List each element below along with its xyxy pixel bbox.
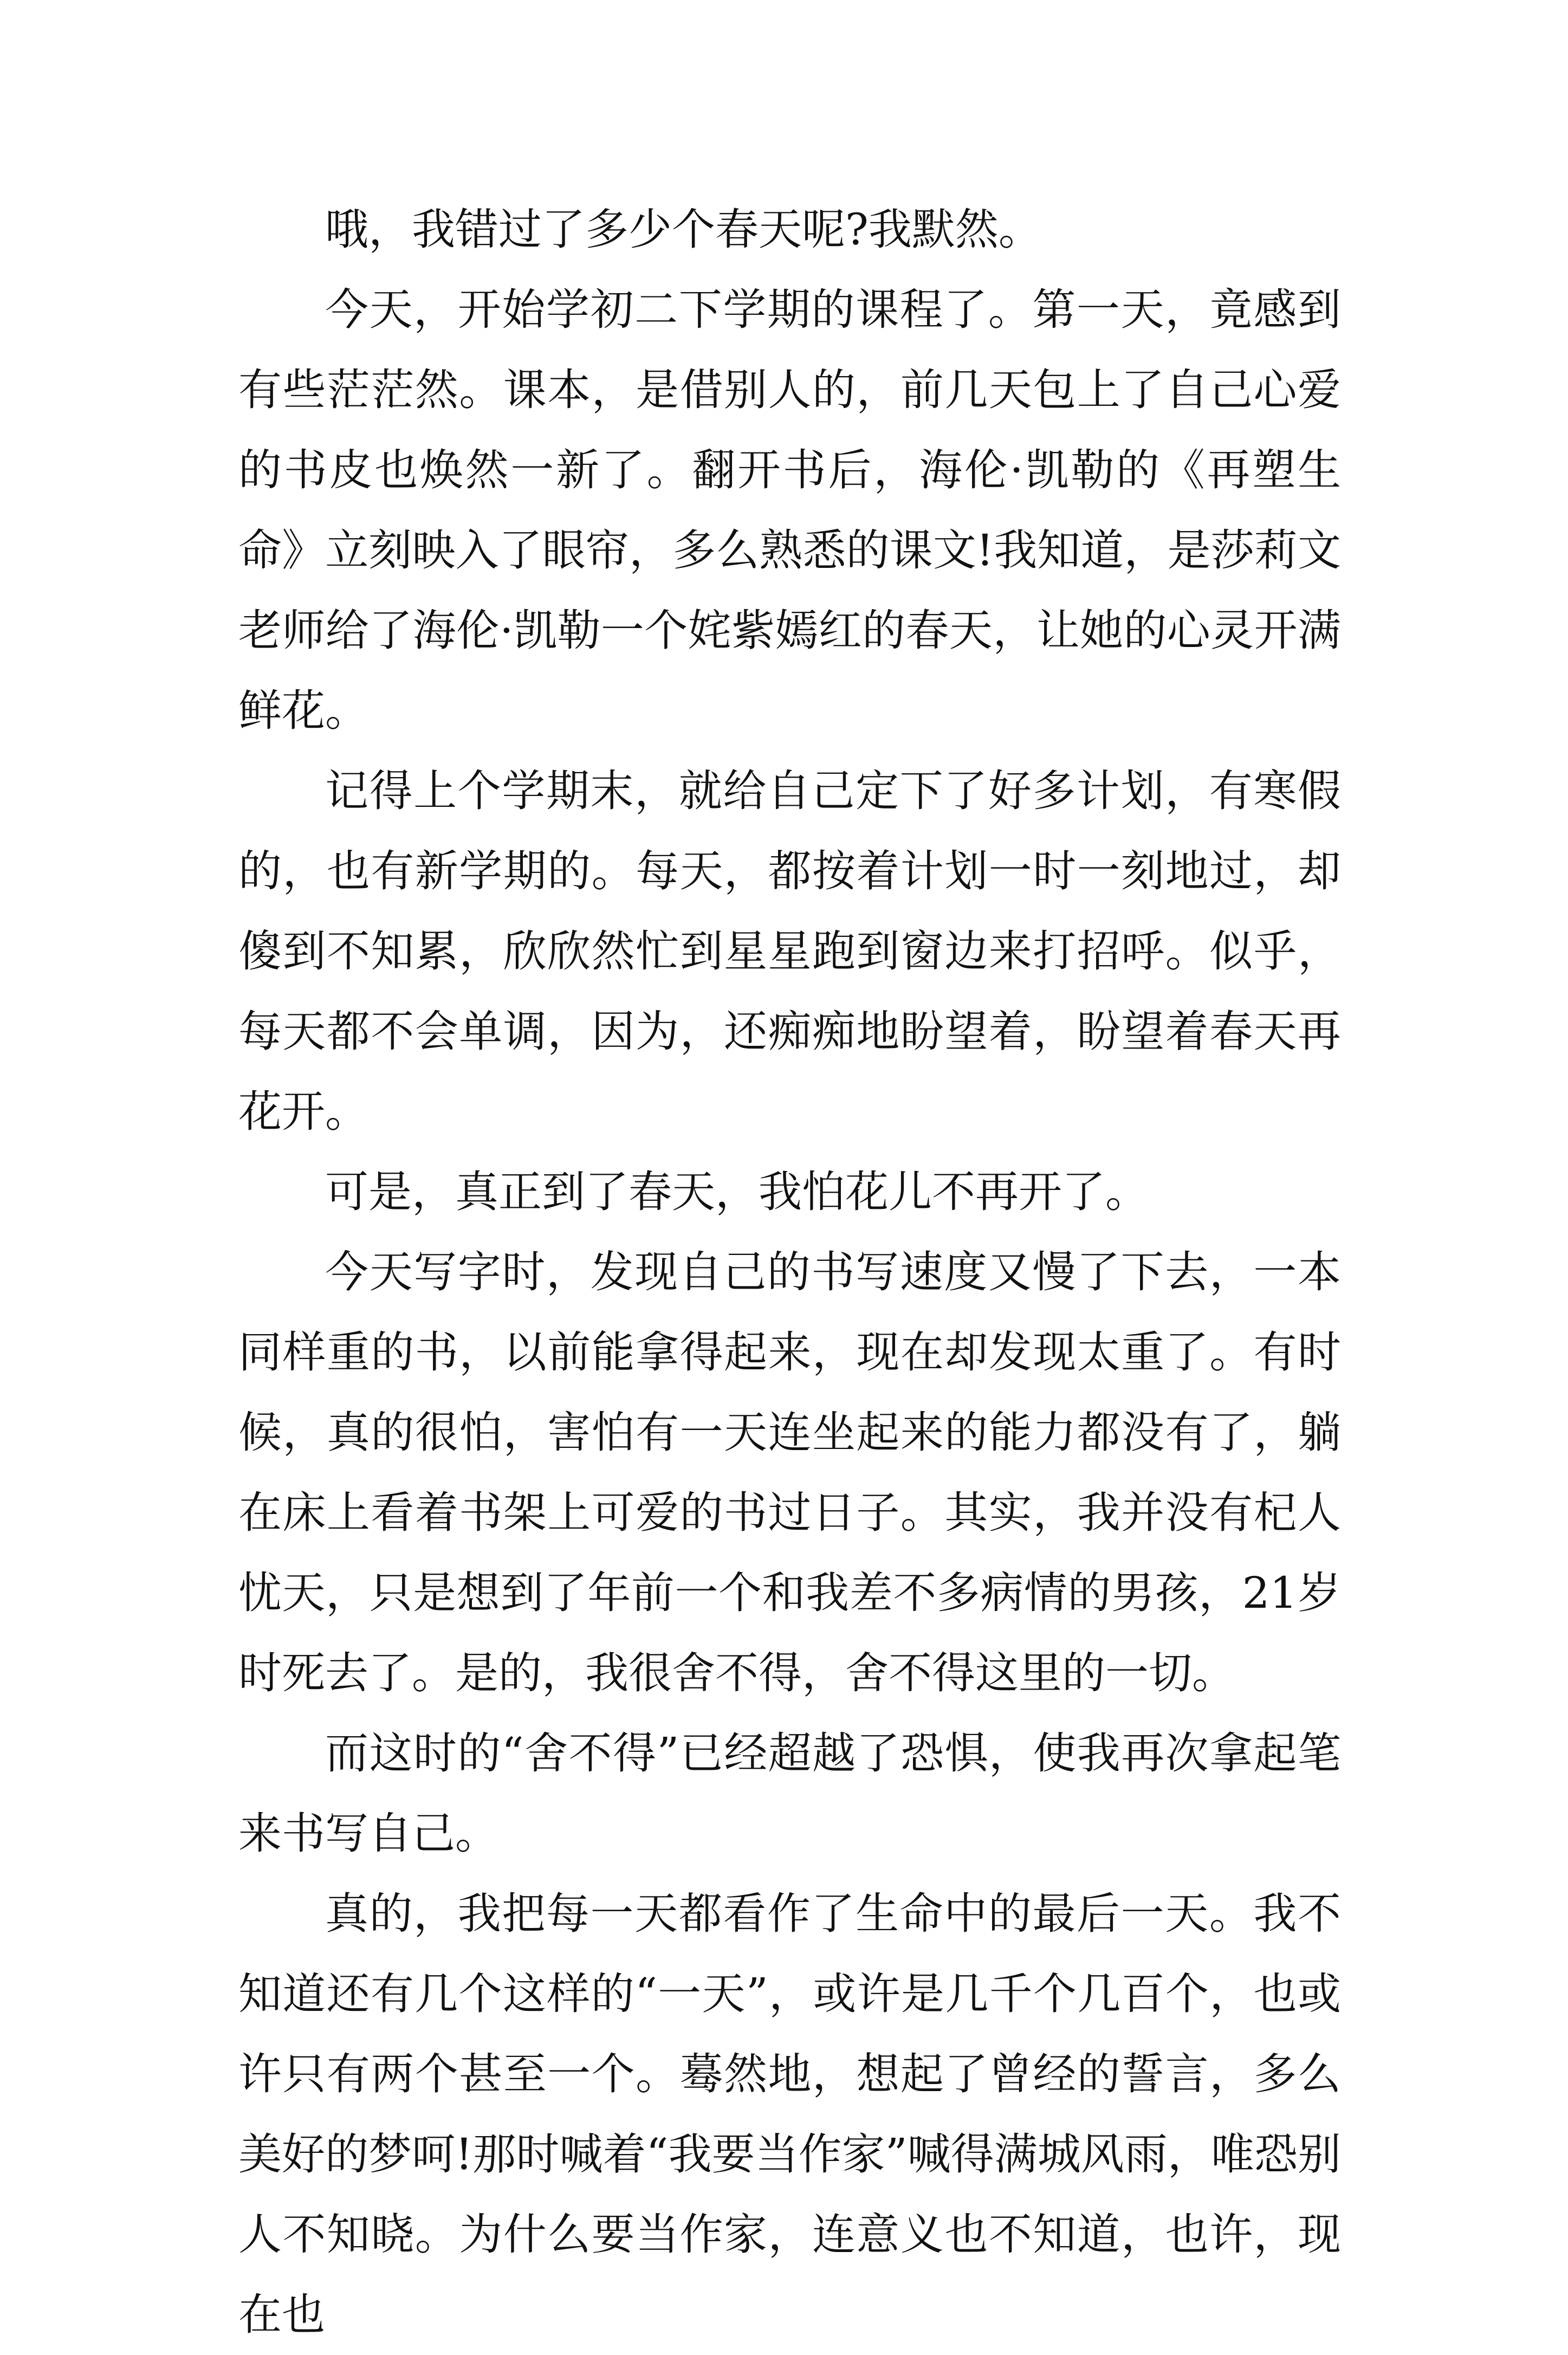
paragraph: 今天，开始学初二下学期的课程了。第一天，竟感到有些茫茫然。课本，是借别人的，前几天包上了自己心爱的书皮也焕然一新了。翻开书后，海伦·凯勒的《再塑生命》立刻映入了眼帘，多么熟悉的课文!我知道，是莎莉文老师给了海伦·凯勒一个姹紫嫣红的春天，让她的心灵开满鲜花。 xyxy=(238,284,1341,736)
paragraph: 而这时的“舍不得”已经超越了恐惧，使我再次拿起笔来书写自己。 xyxy=(238,1728,1341,1859)
paragraph: 真的，我把每一天都看作了生命中的最后一天。我不知道还有几个这样的“一天”，或许是几千个几百个，也或许只有两个甚至一个。蓦然地，想起了曾经的誓言，多么美好的梦呵!那时喊着“我要当作家”喊得满城风雨，唯恐别人不知晓。为什么要当作家，连意义也不知道，也许，现在也 xyxy=(238,1888,1341,2340)
body-text xyxy=(238,190,1341,2355)
paragraph: 哦，我错过了多少个春天呢?我默然。 xyxy=(325,204,1042,255)
paragraph: 记得上个学期末，就给自己定下了好多计划，有寒假的，也有新学期的。每天，都按着计划一时一刻地过，却傻到不知累，欣欣然忙到星星跑到窗边来打招呼。似乎，每天都不会单调，因为，还痴痴地盼望着，盼望着春天再花开。 xyxy=(238,766,1341,1137)
paragraph: 可是，真正到了春天，我怕花儿不再开了。 xyxy=(325,1167,1149,1217)
paragraph: 今天写字时，发现自己的书写速度又慢了下去，一本同样重的书，以前能拿得起来，现在却发现太重了。有时候，真的很怕，害怕有一天连坐起来的能力都没有了，躺在床上看着书架上可爱的书过日子。其实，我并没有杞人忧天，只是想到了年前一个和我差不多病情的男孩，21岁时死去了。是的，我很舍不得，舍不得这里的一切。 xyxy=(238,1247,1341,1698)
